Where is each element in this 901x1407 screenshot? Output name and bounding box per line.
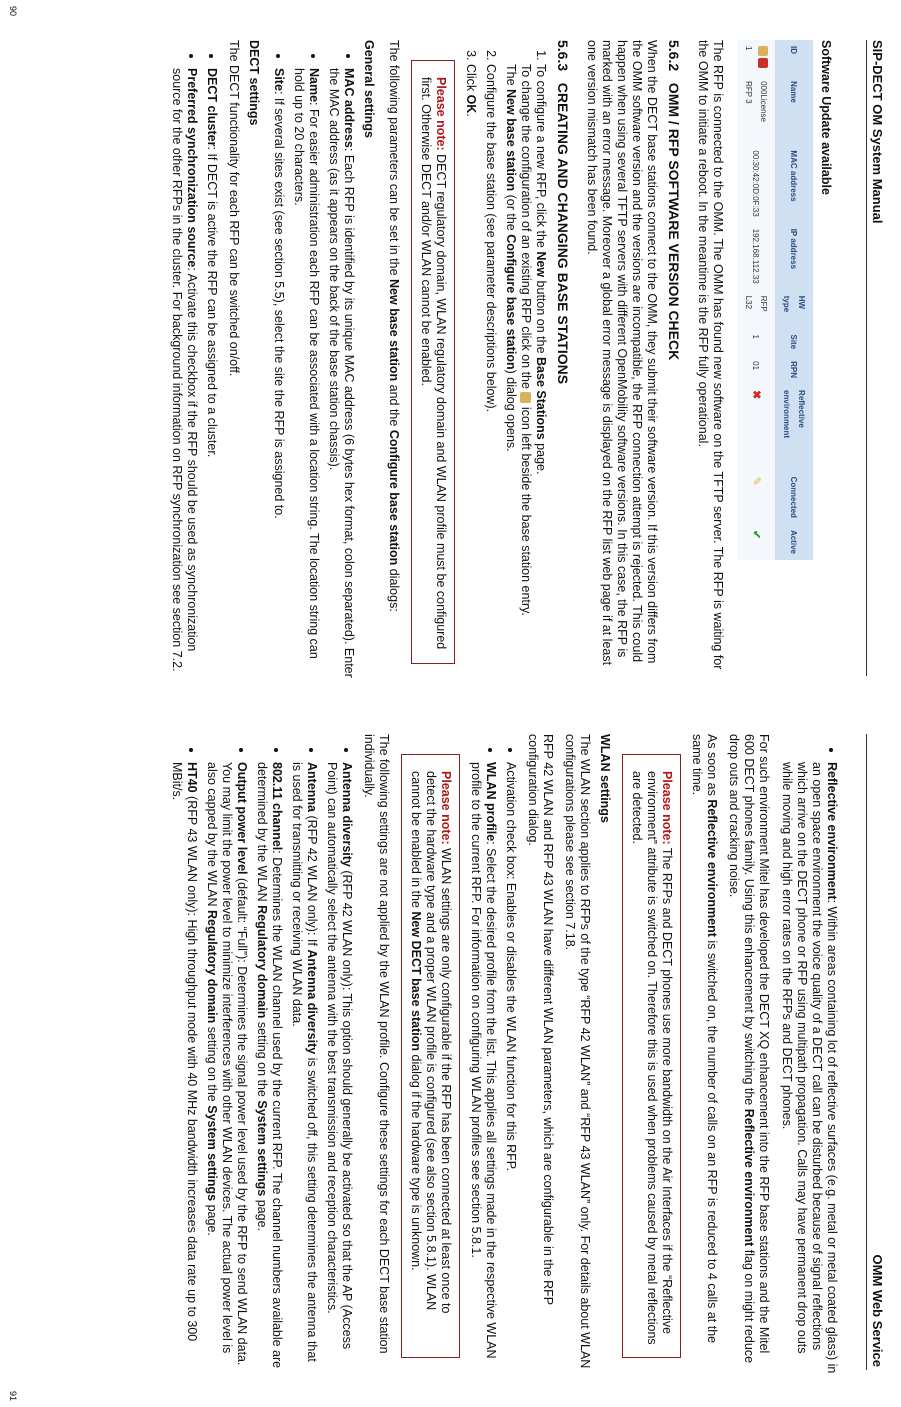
check-icon: ✔ bbox=[750, 529, 763, 540]
not-applied-paragraph: The following settings are not applied by the WLAN profile. Configure these settings for each DECT base station individually. bbox=[362, 734, 391, 1354]
note-label: Please note: bbox=[434, 77, 448, 151]
list-item: • Reflective environment: Within areas containing lot of reflective surfaces (e.g. metal or metal coated glass) in an open space environment the voice quality of a DECT call can be disturbed because of signal reflections which arrive on the DECT phone or RFP using multipath propagation. Calls may have permanent drop outs while moving and high error rates on the RFPs and DECT phones. bbox=[779, 762, 839, 1374]
cell-active bbox=[737, 524, 775, 560]
section-5-6-2-title: 5.6.2 OMM / RFP SOFTWARE VERSION CHECK bbox=[666, 40, 682, 361]
list-item: • Output power level (default: “Full”): Determines the signal power level used by the RFP to send WLAN data. You may limit the power level to minimize interferences with other WLAN devices. The actual power level is also capped by the WLAN Regulatory domain setting on the System settings page. bbox=[204, 762, 249, 1374]
list-item: • Antenna (RFP 42 WLAN only): If Antenna diversity is switched off, this setting determines the antenna that is used for transmitting or receiving WLAN data. bbox=[289, 762, 319, 1374]
cell-id: 1 bbox=[737, 40, 775, 75]
list-item: • Activation check box: Enables or disables the WLAN function for this RFP. bbox=[503, 762, 518, 1374]
col-id: ID bbox=[775, 40, 813, 75]
connected-paragraph: The RFP is connected to the OMM. The OMM has found new software on the TFTP server. The RFP is waiting for the OMM to initiate a reboot. In the meantime is the RFP fully operational. bbox=[696, 40, 725, 670]
section-5-6-3-title: 5.6.3 CREATING AND CHANGING BASE STATIONS bbox=[555, 40, 571, 385]
dect-settings-heading: DECT settings bbox=[247, 40, 261, 126]
note-regulatory: Please note: DECT regulatory domain, WLAN regulatory domain and WLAN profile must be configured first. Otherwise DECT and/or WLAN cannot be enabled. bbox=[411, 60, 455, 664]
cell-site: 1 bbox=[737, 328, 775, 355]
cell-name: 000License RFP 3 bbox=[737, 75, 775, 144]
dect-intro: The DECT functionality for each RFP can be switched on/off. bbox=[227, 40, 241, 377]
step-1: 1. To configure a new RFP, click the New button on the Base Stations page. To change the configuration of an existing RFP click on the icon left beside the base station entry. The New base station (or the Configure base station) dialog opens. bbox=[503, 64, 548, 680]
col-mac: MAC address bbox=[775, 144, 813, 222]
edit-icon[interactable] bbox=[758, 46, 768, 56]
table-header-row bbox=[775, 40, 813, 560]
note-bandwidth: Please note: The RFPs and DECT phones use more bandwidth on the Air Interfaces if the “Reflective environment” attribute is switched on. Therefore this is used when problems caused by metal reflections are detected. bbox=[622, 754, 681, 1358]
header-rule bbox=[866, 734, 867, 1370]
wlan-paragraph-2: RFP 42 WLAN and RFP 43 WLAN have different WLAN parameters, which are configurable in the RFP configuration dialog. bbox=[526, 734, 555, 1305]
table-row bbox=[737, 40, 775, 560]
list-item: • Site: If several sites exist (see section 5.5), select the site the RFP is assigned to. bbox=[271, 68, 286, 680]
cell-reflective bbox=[737, 384, 775, 471]
list-item: • Preferred synchronization source: Activate this checkbox if the RFP should be used as synchronization source for the other RFPs in the cluster. For background information on RFP synchronization see section 7.2. bbox=[169, 68, 199, 680]
list-item: • Name: For easier administration each RFP can be associated with a location string. The location string can hold up to 20 characters. bbox=[291, 68, 321, 680]
cell-rpn: 01 bbox=[737, 355, 775, 384]
col-ip: IP address bbox=[775, 223, 813, 290]
wlan-paragraph-1: The WLAN section applies to RFPs of the type “RFP 42 WLAN” and “RFP 43 WLAN” only. For details about WLAN configurations please see section 7.18. bbox=[563, 734, 592, 1369]
note-label: Please note: bbox=[439, 771, 453, 845]
list-item: • Antenna diversity (RFP 42 WLAN only): This option should generally be activated so that the AP (Access Point) can automatically select the antenna with the best transmission and reception characteristics. bbox=[324, 762, 354, 1374]
dect-settings-list bbox=[169, 40, 219, 680]
steps-list bbox=[463, 40, 548, 680]
page-content bbox=[161, 734, 843, 1374]
list-item: • HT40 (RFP 43 WLAN only): High throughput mode with 40 MHz bandwidth increases data rate up to 300 MBit/s. bbox=[169, 762, 199, 1374]
page-90 bbox=[0, 0, 901, 703]
page-content bbox=[161, 40, 843, 680]
col-site: Site bbox=[775, 328, 813, 355]
list-item: • DECT cluster: If DECT is active the RFP can be assigned to a cluster. bbox=[204, 68, 219, 680]
general-settings-list bbox=[271, 40, 356, 680]
list-item: • MAC address: Each RFP is identified by its unique MAC address (6 bytes hex format, colon separated). Enter the MAC address (as it appears on the back of the base station chassis). bbox=[326, 68, 356, 680]
page-header: OMM Web Service bbox=[870, 1254, 885, 1367]
cell-hw: RFP L32 bbox=[737, 290, 775, 329]
cell-ip: 192.168.112.33 bbox=[737, 223, 775, 290]
col-hw-type: HW type bbox=[775, 290, 813, 329]
wlan-individual-list bbox=[169, 734, 354, 1374]
sw-update-table bbox=[737, 40, 813, 560]
mitel-paragraph: For such environment Mitel has developed the DECT XQ enhancement into the RFP base stations and the Mitel 600 DECT phones family. Using this enhancement by switching the Reflective environment flag on might reduce drop outs and cracking noise. bbox=[727, 734, 771, 1364]
params-paragraph: The following parameters can be set in the New base station and the Configure base station dialogs: bbox=[387, 40, 401, 612]
page-header: SIP-DECT OM System Manual bbox=[870, 40, 885, 224]
header-rule bbox=[866, 40, 867, 676]
col-reflective: Reflective environment bbox=[775, 384, 813, 471]
step-3: 3. Click OK. bbox=[463, 64, 478, 680]
step-2: 2. Configure the base station (see parameter descriptions below). bbox=[483, 64, 498, 680]
wlan-settings-heading: WLAN settings bbox=[598, 734, 612, 823]
delete-icon[interactable] bbox=[758, 58, 768, 68]
list-item: • 802.11 channel: Determines the WLAN channel used by the current RFP. The channel numbers available are determined by the WLAN Regulatory domain setting on the System settings page. bbox=[254, 762, 284, 1374]
note-label: Please note: bbox=[660, 771, 674, 845]
general-settings-heading: General settings bbox=[362, 40, 376, 138]
page-number: 90 bbox=[8, 6, 18, 17]
list-item: • WLAN profile: Select the desired profile from the list. This applies all settings made in the respective WLAN profile to the current RFP. For information on configuring WLAN profiles see section 5.8.1. bbox=[468, 762, 498, 1374]
note-wlan: Please note: WLAN settings are only configurable if the RFP has been connected at least once to detect the hardware type and a proper WLAN profile is configured (see also section 5.8.1). WLAN cannot be enabled in the New DECT base station dialog if the hardware type is unknown. bbox=[401, 754, 460, 1358]
col-connected: Connected bbox=[775, 471, 813, 524]
version-check-paragraph: When the DECT base stations connect to the OMM, they submit their software version. If this version differs from the OMM software version and the versions are incompatible, the RFP connection attempt is rejected. This could happen when using several TFTP servers with different OpenMobility software versions. In this case, the RFP is marked with an error message. Moreover a global error message is displayed on the RFP list web page if at least one version mismatch has been found. bbox=[585, 40, 659, 666]
as-soon-paragraph: As soon as Reflective environment is switched on, the number of calls on an RFP is reduced to 4 calls at the same time. bbox=[690, 734, 719, 1344]
update-pending-icon: ✎ bbox=[750, 476, 763, 486]
sw-update-heading: Software Update available bbox=[819, 40, 833, 195]
wlan-list bbox=[468, 734, 518, 1374]
cell-connected bbox=[737, 471, 775, 524]
col-rpn: RPN bbox=[775, 355, 813, 384]
page-91 bbox=[0, 704, 901, 1407]
reflective-list bbox=[779, 734, 839, 1374]
cross-icon: ✖ bbox=[750, 390, 763, 400]
col-active: Active bbox=[775, 524, 813, 560]
col-name: Name bbox=[775, 75, 813, 144]
page-number: 91 bbox=[8, 1390, 18, 1401]
edit-icon bbox=[520, 392, 531, 403]
cell-mac: 00:30:42:0D:0F:33 bbox=[737, 144, 775, 222]
